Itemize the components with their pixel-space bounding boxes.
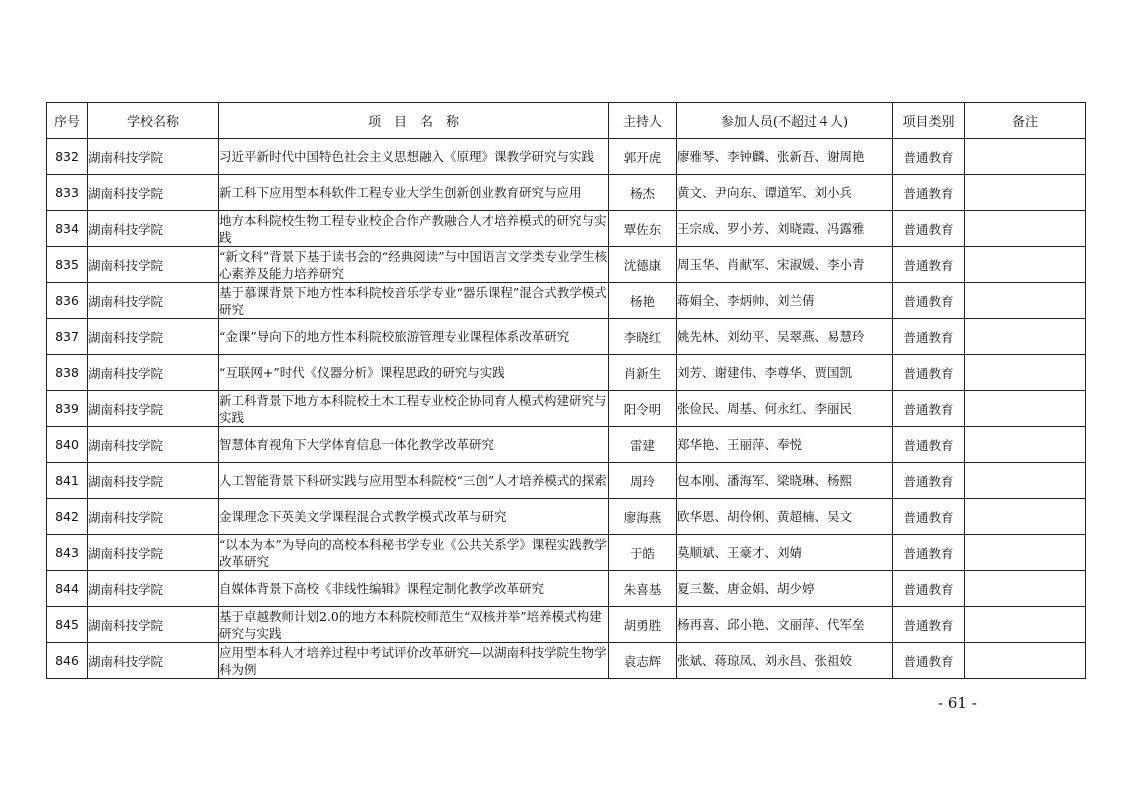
row-project: 基于卓越教师计划2.0的地方本科院校师范生“双核并举”培养模式构建研究与实践 — [219, 607, 609, 643]
row-note — [965, 571, 1086, 607]
row-note — [965, 211, 1086, 247]
row-members: 黄文、尹向东、谭道军、刘小兵 — [677, 175, 893, 211]
row-host: 覃佐东 — [609, 211, 677, 247]
row-note — [965, 139, 1086, 175]
row-note — [965, 463, 1086, 499]
row-category: 普通教育 — [893, 355, 965, 391]
row-school: 湖南科技学院 — [88, 319, 219, 355]
row-host: 杨艳 — [609, 283, 677, 319]
header-host: 主持人 — [609, 103, 677, 139]
table-row — [47, 463, 1086, 499]
row-school: 湖南科技学院 — [88, 175, 219, 211]
row-project: 新工科背景下地方本科院校土木工程专业校企协同育人模式构建研究与实践 — [219, 392, 607, 425]
row-members: 包本刚、潘海军、梁晓琳、杨熙 — [677, 463, 893, 499]
row-host: 李晓红 — [609, 319, 677, 355]
row-category: 普通教育 — [893, 463, 965, 499]
header-category: 项目类别 — [893, 103, 965, 139]
row-host: 雷建 — [609, 427, 677, 463]
row-school: 湖南科技学院 — [88, 643, 219, 679]
table-row — [47, 211, 1086, 247]
row-members: 王宗成、罗小芳、刘晓霞、冯露雅 — [677, 211, 893, 247]
row-note — [965, 391, 1086, 427]
row-school: 湖南科技学院 — [88, 283, 219, 319]
row-school: 湖南科技学院 — [88, 139, 219, 175]
row-members: 廖雅琴、李钟麟、张新吾、谢周艳 — [677, 139, 893, 175]
row-note — [965, 355, 1086, 391]
row-category: 普通教育 — [893, 607, 965, 643]
row-category: 普通教育 — [893, 319, 965, 355]
row-members: 周玉华、肖献军、宋淑媛、李小青 — [677, 247, 893, 283]
table-row — [47, 571, 1086, 607]
row-note — [965, 535, 1086, 571]
row-index: 838 — [47, 355, 88, 391]
row-index: 837 — [47, 319, 88, 355]
row-note — [965, 643, 1086, 679]
row-category: 普通教育 — [893, 427, 965, 463]
row-index: 846 — [47, 643, 88, 679]
table-row — [47, 283, 1086, 319]
row-index: 842 — [47, 499, 88, 535]
row-project: 习近平新时代中国特色社会主义思想融入《原理》课教学研究与实践 — [219, 139, 609, 175]
row-index: 833 — [47, 175, 88, 211]
header-members: 参加人员(不超过４人) — [677, 103, 893, 139]
row-note — [965, 607, 1086, 643]
table-row — [47, 247, 1086, 283]
row-project: 应用型本科人才培养过程中考试评价改革研究—以湖南科技学院生物学科为例 — [219, 644, 607, 677]
row-project: “金课”导向下的地方性本科院校旅游管理专业课程体系改革研究 — [219, 319, 609, 355]
row-host: 郭开虎 — [609, 139, 677, 175]
project-table — [46, 102, 1086, 679]
row-school: 湖南科技学院 — [88, 499, 219, 535]
row-school: 湖南科技学院 — [88, 427, 219, 463]
row-note — [965, 283, 1086, 319]
row-note — [965, 247, 1086, 283]
row-category: 普通教育 — [893, 391, 965, 427]
row-members: 刘芳、谢建伟、李尊华、贾国凯 — [677, 355, 893, 391]
row-note — [965, 175, 1086, 211]
row-host: 于皓 — [609, 535, 677, 571]
row-members: 张斌、蒋琼凤、刘永昌、张祖姣 — [677, 643, 893, 679]
row-members: 蒋娟全、李炳帅、刘兰倩 — [677, 283, 893, 319]
row-members: 杨再喜、邱小艳、文丽萍、代军垒 — [677, 607, 893, 643]
header-row — [47, 103, 1086, 139]
row-index: 836 — [47, 283, 88, 319]
row-members: 夏三鳌、唐金娟、胡少婷 — [677, 571, 893, 607]
row-category: 普通教育 — [893, 499, 965, 535]
row-index: 845 — [47, 607, 88, 643]
row-school: 湖南科技学院 — [88, 211, 219, 247]
row-index: 839 — [47, 391, 88, 427]
row-project: “互联网+”时代《仪器分析》课程思政的研究与实践 — [219, 355, 609, 391]
row-school: 湖南科技学院 — [88, 247, 219, 283]
row-host: 袁志辉 — [609, 643, 677, 679]
row-project: 基于慕课背景下地方性本科院校音乐学专业“器乐课程”混合式教学模式研究 — [219, 284, 607, 317]
table-row — [47, 355, 1086, 391]
table-row — [47, 139, 1086, 175]
row-host: 沈德康 — [609, 247, 677, 283]
table-row — [47, 427, 1086, 463]
row-note — [965, 427, 1086, 463]
row-category: 普通教育 — [893, 571, 965, 607]
row-host: 杨杰 — [609, 175, 677, 211]
row-host: 朱喜基 — [609, 571, 677, 607]
row-project: 地方本科院校生物工程专业校企合作产教融合人才培养模式的研究与实践 — [219, 212, 607, 245]
row-school: 湖南科技学院 — [88, 463, 219, 499]
row-category: 普通教育 — [893, 139, 965, 175]
row-index: 841 — [47, 463, 88, 499]
table-row — [47, 643, 1086, 679]
row-index: 840 — [47, 427, 88, 463]
row-index: 844 — [47, 571, 88, 607]
row-index: 843 — [47, 535, 88, 571]
row-category: 普通教育 — [893, 535, 965, 571]
row-category: 普通教育 — [893, 175, 965, 211]
row-school: 湖南科技学院 — [88, 571, 219, 607]
row-host: 肖新生 — [609, 355, 677, 391]
row-host: 胡勇胜 — [609, 607, 677, 643]
table-row — [47, 535, 1086, 571]
row-project: 自媒体背景下高校《非线性编辑》课程定制化教学改革研究 — [219, 571, 609, 607]
table-row — [47, 319, 1086, 355]
row-school: 湖南科技学院 — [88, 607, 219, 643]
row-project: 新工科下应用型本科软件工程专业大学生创新创业教育研究与应用 — [219, 175, 609, 211]
row-category: 普通教育 — [893, 247, 965, 283]
page-number: - 61 - — [938, 694, 977, 712]
row-project: “以本为本”为导向的高校本科秘书学专业《公共关系学》课程实践教学改革研究 — [219, 536, 607, 569]
header-project: 项 目 名 称 — [219, 103, 609, 139]
table-row — [47, 391, 1086, 427]
row-category: 普通教育 — [893, 283, 965, 319]
row-index: 832 — [47, 139, 88, 175]
row-host: 周玲 — [609, 463, 677, 499]
row-members: 姚先林、刘幼平、吴翠燕、易慧玲 — [677, 319, 893, 355]
row-members: 欧华恩、胡伶俐、黄超楠、吴文 — [677, 499, 893, 535]
row-category: 普通教育 — [893, 643, 965, 679]
table-row — [47, 175, 1086, 211]
row-index: 835 — [47, 247, 88, 283]
row-host: 廖海燕 — [609, 499, 677, 535]
row-note — [965, 319, 1086, 355]
row-index: 834 — [47, 211, 88, 247]
row-project: 人工智能背景下科研实践与应用型本科院校“三创”人才培养模式的探索 — [219, 463, 609, 499]
row-members: 张俭民、周基、何永红、李丽民 — [677, 391, 893, 427]
row-school: 湖南科技学院 — [88, 355, 219, 391]
table-row — [47, 607, 1086, 643]
row-school: 湖南科技学院 — [88, 535, 219, 571]
header-index: 序号 — [47, 103, 88, 139]
row-host: 阳令明 — [609, 391, 677, 427]
row-note — [965, 499, 1086, 535]
row-project: 智慧体育视角下大学体育信息一体化教学改革研究 — [219, 427, 609, 463]
row-project: 金课理念下英美文学课程混合式教学模式改革与研究 — [219, 499, 609, 535]
row-members: 莫顺斌、王豪才、刘婧 — [677, 535, 893, 571]
row-category: 普通教育 — [893, 211, 965, 247]
row-project: “新文科”背景下基于读书会的“经典阅读”与中国语言文学类专业学生核心素养及能力培养研究 — [219, 248, 608, 281]
row-members: 郑华艳、王丽萍、奉悦 — [677, 427, 893, 463]
table-row — [47, 499, 1086, 535]
header-school: 学校名称 — [88, 103, 219, 139]
row-school: 湖南科技学院 — [88, 391, 219, 427]
header-note: 备注 — [965, 103, 1086, 139]
